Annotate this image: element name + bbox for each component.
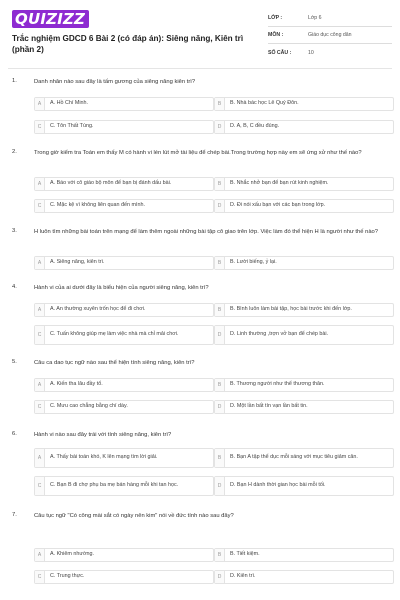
option-text: A. Báo với cô giáo bộ môn để bạn bị đánh dấu bài. [50,180,172,187]
quizizz-logo [12,10,89,28]
question-number: 5. [12,359,17,365]
question-text: Hành vi của ai dưới đây là biểu hiện của người siêng năng, kiên trì? [34,285,209,291]
option-letter: B [215,449,225,467]
meta-row-count [268,44,392,61]
question-text: Câu tục ngữ "Có công mài sắt có ngày nên kim" nói về đức tính nào sau đây? [34,513,234,519]
option-letter: B [215,178,225,190]
option-letter: D [215,571,225,583]
option-b[interactable] [214,378,394,392]
meta-value: 10 [308,49,314,56]
option-text: B. Bạn A tập thể dục mỗi sáng với mục tiêu giảm cân. [230,454,358,461]
question-number: 1. [12,78,17,84]
option-b[interactable] [214,548,394,562]
option-text: C. Tôn Thất Tùng. [50,123,94,130]
option-letter: D [215,121,225,133]
logo-text: QUIZIZZ [12,10,89,28]
option-letter: A [35,304,45,316]
option-letter: B [215,257,225,269]
option-text: B. Tiết kiệm. [230,551,260,558]
option-c[interactable] [34,120,214,134]
worksheet-title: Trắc nghiệm GDCD 6 Bài 2 (có đáp án): Siêng năng, Kiên trì (phần 2) [12,34,244,54]
option-letter: C [35,326,45,344]
option-text: D. Một lần bất tín vạn lần bất tin. [230,403,308,410]
question-text: Hành vi nào sau đây trái với tính siêng năng, kiên trì? [34,432,172,438]
question-text: Câu ca dao tục ngữ nào sau thể hiện tính siêng năng, kiên trì? [34,360,195,366]
option-letter: A [35,178,45,190]
meta-row-grade [268,10,392,27]
meta-value: Lớp 6 [308,15,322,21]
option-a[interactable] [34,378,214,392]
option-letter: C [35,121,45,133]
question-number: 6. [12,431,17,437]
option-b[interactable] [214,177,394,191]
option-c[interactable] [34,325,214,345]
option-text: B. Thương người như thể thương thân. [230,381,325,388]
option-d[interactable] [214,400,394,414]
option-a[interactable] [34,177,214,191]
meta-key: LỚP : [268,15,283,21]
option-letter: A [35,257,45,269]
option-text: A. Thấy bài toán khó, K lên mạng tìm lời giải. [50,454,158,461]
option-letter: C [35,571,45,583]
option-text: C. Mặc kệ vì không liên quan đến mình. [50,202,145,209]
option-text: B. Lười biếng, ỷ lại. [230,259,277,266]
question-text: H luôn tìm những bài toán trên mạng để làm thêm ngoài những bài tập cô giao trên lớp. Việc làm đó thể hiện H là người như thế nào? [34,229,378,235]
worksheet-meta [268,10,392,61]
option-b[interactable] [214,256,394,270]
option-text: A. Khiêm nhường. [50,551,95,558]
option-d[interactable] [214,325,394,345]
option-c[interactable] [34,199,214,213]
option-letter: D [215,200,225,212]
option-text: C. Mưu cao chẳng bằng chí dày. [50,403,128,410]
header-divider [8,68,392,69]
option-c[interactable] [34,400,214,414]
option-b[interactable] [214,448,394,468]
meta-row-subject [268,27,392,44]
option-text: D. A, B, C đều đúng. [230,123,280,130]
option-text: D. Linh thường ,trợn vở bạn để chép bài. [230,331,329,338]
option-letter: B [215,549,225,561]
option-a[interactable] [34,256,214,270]
option-text: D. Kiên trì. [230,573,256,580]
option-text: A. Hồ Chí Minh. [50,100,89,107]
option-text: C. Trung thực. [50,573,85,580]
option-b[interactable] [214,303,394,317]
option-a[interactable] [34,303,214,317]
worksheet-header [0,0,400,66]
option-c[interactable] [34,476,214,496]
meta-value: Giáo dục công dân [308,32,352,38]
meta-key: SỐ CÂU : [268,49,292,56]
question-number: 2. [12,149,17,155]
question-text: Trong giờ kiểm tra Toán em thấy M có hành vi lén lút mở tài liệu để chép bài.Trong trường hợp này em sẽ ứng xử như thế nào? [34,150,362,156]
meta-key: MÔN : [268,32,284,38]
option-letter: A [35,449,45,467]
option-letter: D [215,326,225,344]
option-letter: D [215,401,225,413]
option-a[interactable] [34,97,214,111]
option-text: A. Kiến tha lâu đầy tổ. [50,381,103,388]
option-text: B. Nhà bác học Lê Quý Đôn. [230,100,299,107]
option-letter: A [35,379,45,391]
option-letter: B [215,304,225,316]
option-text: A. Siêng năng, kiên trì. [50,259,105,266]
option-c[interactable] [34,570,214,584]
option-letter: A [35,549,45,561]
option-letter: D [215,477,225,495]
option-d[interactable] [214,570,394,584]
option-letter: B [215,98,225,110]
option-letter: B [215,379,225,391]
option-b[interactable] [214,97,394,111]
option-text: D. Đi nói xấu bạn với các bạn trong lớp. [230,202,326,209]
question-number: 3. [12,228,17,234]
option-text: B. Bình luôn làm bài tập, học bài trước khi đến lớp. [230,306,352,313]
option-d[interactable] [214,120,394,134]
question-number: 4. [12,284,17,290]
option-letter: C [35,477,45,495]
option-text: C. Bạn B đi chợ phụ ba mẹ bán hàng mỗi khi tan học. [50,482,179,489]
option-d[interactable] [214,476,394,496]
option-d[interactable] [214,199,394,213]
option-letter: C [35,200,45,212]
question-number: 7. [12,512,17,518]
option-text: A. An thường xuyên trốn học để đi chơi. [50,306,146,313]
option-text: C. Tuấn không giúp mẹ làm việc nhà mà chỉ mải chơi. [50,331,179,338]
option-a[interactable] [34,448,214,468]
option-text: D. Bạn H dành thời gian học bài mỗi tối. [230,482,326,489]
question-text: Danh nhân nào sau đây là tấm gương của siêng năng kiên trì? [34,79,196,85]
option-a[interactable] [34,548,214,562]
option-text: B. Nhắc nhở bạn để bạn rút kinh nghiệm. [230,180,329,187]
option-letter: C [35,401,45,413]
option-letter: A [35,98,45,110]
